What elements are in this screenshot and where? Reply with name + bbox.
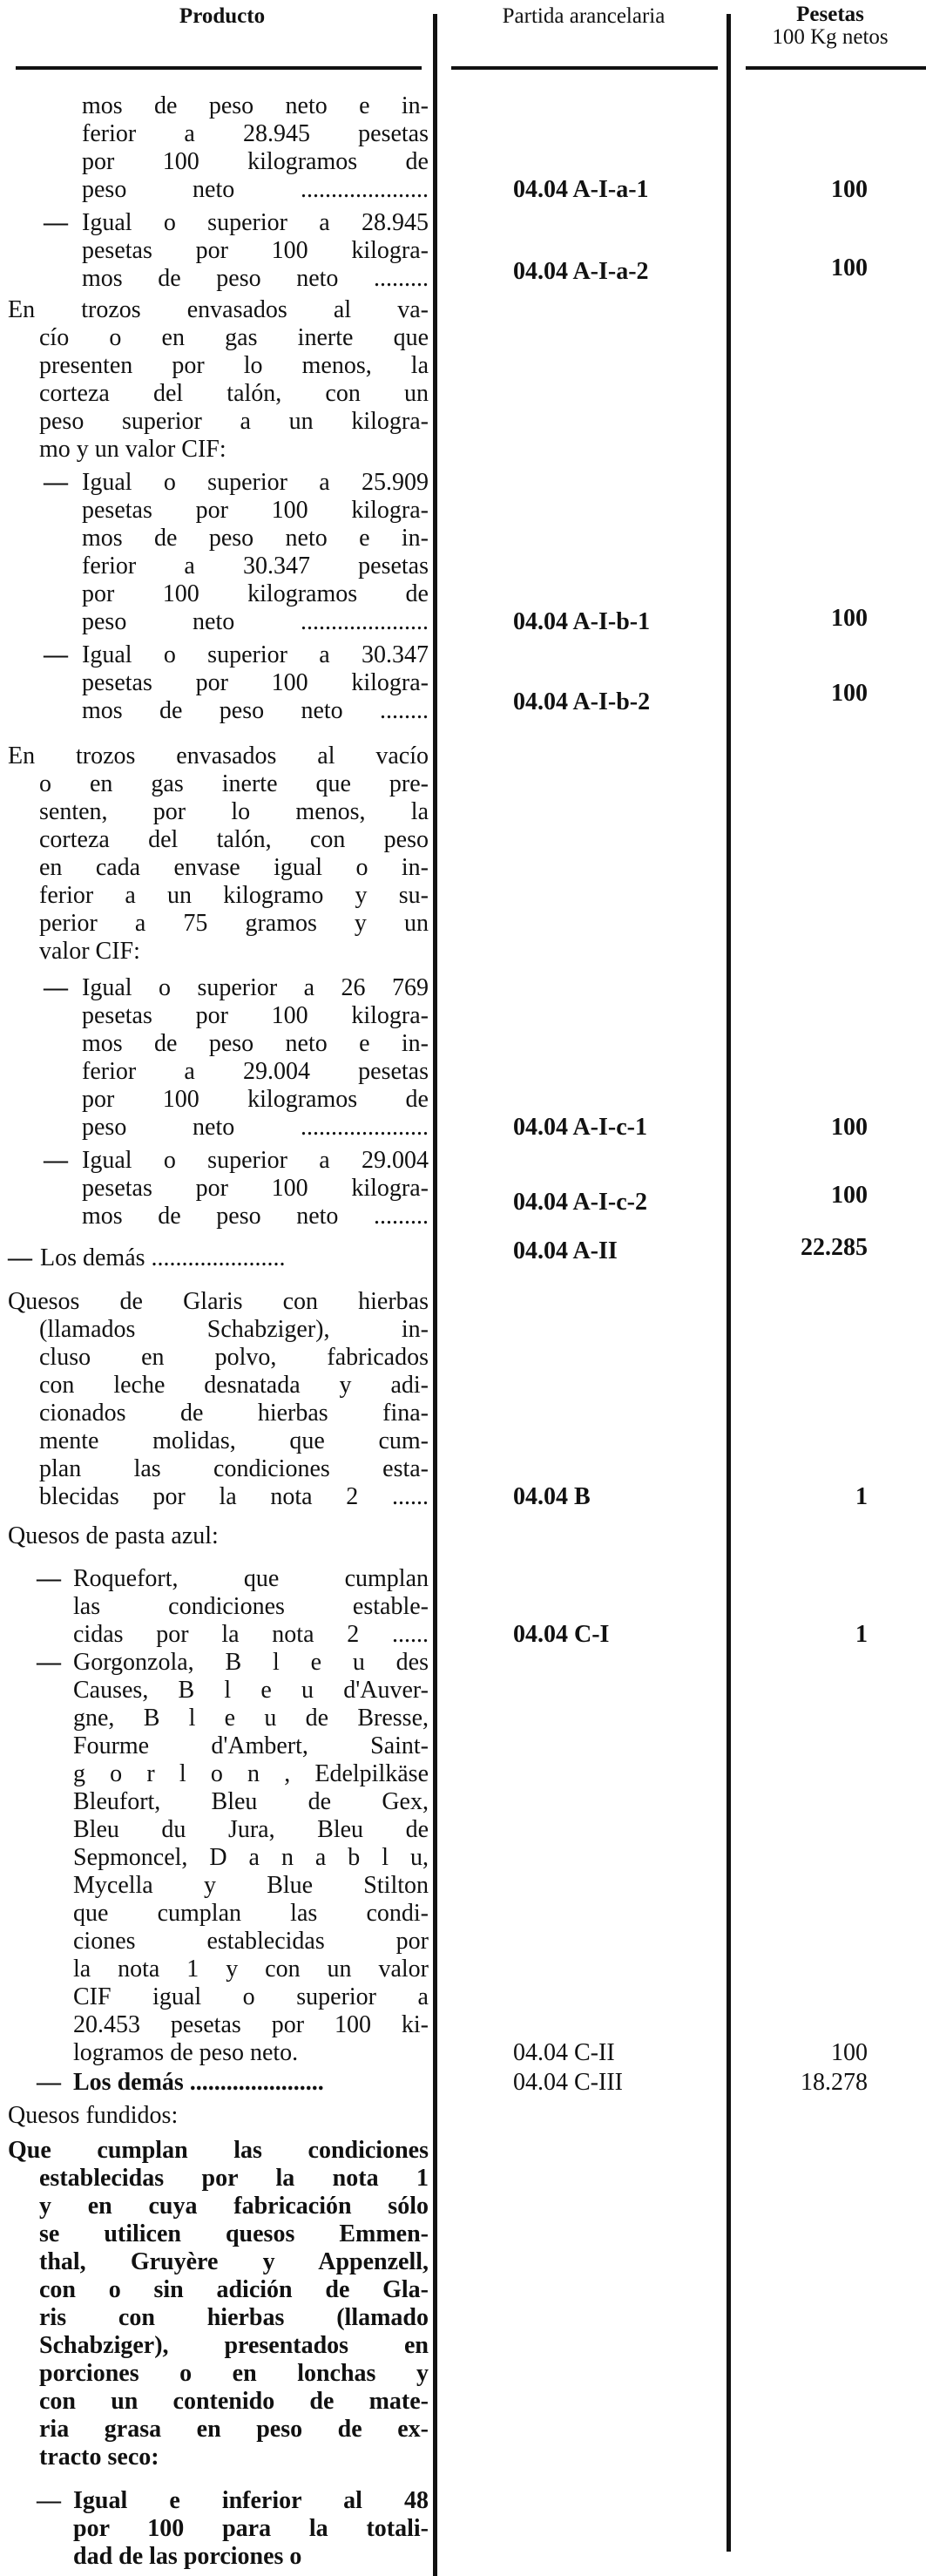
product-block [82, 641, 429, 725]
text-line: presenten por lo menos, la [39, 352, 429, 379]
text-line: establecidas por la nota 1 [39, 2165, 429, 2192]
text-line: Quesos de pasta azul: [8, 1522, 219, 1549]
tariff-code: 04.04 A-II [513, 1237, 618, 1264]
product-block-los-demas [40, 1244, 429, 1272]
text-line: g o r l o n , Edelpilkäse [73, 1760, 429, 1787]
dash-marker: — [37, 2487, 61, 2514]
text-line: Sepmoncel, D a n a b l u, [73, 1844, 429, 1871]
text-line: la nota 1 y con un valor [73, 1956, 429, 1983]
text-line: porciones o en lonchas y [39, 2360, 429, 2387]
text-line: por 100 para la totali- [73, 2515, 429, 2542]
text-line: senten, por lo menos, la [39, 798, 429, 825]
pesetas-value: 100 [831, 1182, 868, 1209]
text-line: mos de peso neto ........ [82, 697, 429, 724]
dash-marker: — [44, 469, 68, 496]
pesetas-value: 18.278 [801, 2069, 868, 2096]
header-producto: Producto [179, 4, 266, 28]
product-block-roquefort [73, 1565, 429, 1649]
text-line: En trozos envasados al vacío [8, 742, 429, 769]
text-line: Schabziger), presentados en [39, 2332, 429, 2359]
column-divider-1 [433, 14, 437, 2576]
text-line: pesetas por 100 kilogra- [82, 237, 429, 264]
text-line: Roquefort, que cumplan [73, 1565, 429, 1592]
text-line: las condiciones estable- [73, 1593, 429, 1620]
product-block [82, 469, 429, 636]
text-line: peso neto ..................... [82, 608, 429, 635]
text-line: corteza del talón, con peso [39, 826, 429, 853]
text-line: pesetas por 100 kilogra- [82, 669, 429, 696]
header-rule-partida [451, 66, 718, 70]
text-line: Bleufort, Bleu de Gex, [73, 1788, 429, 1815]
tariff-code: 04.04 A-I-b-1 [513, 608, 651, 635]
text-line: mos de peso neto ......... [82, 265, 429, 292]
dash-marker: — [44, 209, 68, 236]
text-line: en cada envase igual o in- [39, 854, 429, 881]
text-line: tracto seco: [39, 2444, 159, 2471]
text-line: mos de peso neto e in- [82, 92, 429, 119]
text-line: cío o en gas inerte que [39, 324, 429, 351]
text-line: Que cumplan las condiciones [8, 2137, 429, 2164]
header-rule-producto [16, 66, 422, 70]
product-block [82, 974, 429, 1142]
text-line: ciones establecidas por [73, 1928, 429, 1955]
pesetas-value: 100 [831, 605, 868, 632]
text-line: peso superior a un kilogra- [39, 408, 429, 435]
text-line: ria grasa en peso de ex- [39, 2416, 429, 2443]
product-block [82, 209, 429, 293]
tariff-code: 04.04 B [513, 1483, 591, 1510]
text-line: ferior a 29.004 pesetas [82, 1058, 429, 1085]
header-pesetas-line1: Pesetas [796, 3, 864, 26]
product-block-gorgonzola [73, 1649, 429, 2067]
product-block [82, 1147, 429, 1230]
tariff-code: 04.04 A-I-b-2 [513, 688, 651, 715]
header-partida-arancelaria: Partida arancelaria [502, 4, 666, 28]
pesetas-value: 1 [855, 1483, 868, 1510]
product-paragraph [8, 742, 429, 966]
dash-marker: — [37, 2069, 61, 2096]
pesetas-value: 100 [831, 680, 868, 707]
product-block-los-demas [73, 2069, 429, 2097]
tariff-code: 04.04 A-I-c-1 [513, 1114, 647, 1141]
text-line: Igual o superior a 29.004 [82, 1147, 429, 1174]
tariff-code: 04.04 C-I [513, 1621, 610, 1648]
tariff-code: 04.04 A-I-c-2 [513, 1189, 647, 1216]
text-line: valor CIF: [39, 938, 140, 965]
section-heading-pasta-azul [8, 1522, 429, 1550]
tariff-code: 04.04 A-I-a-2 [513, 258, 649, 285]
dash-marker: — [8, 1244, 32, 1271]
text-line: con un contenido de mate- [39, 2388, 429, 2415]
text-line: mo y un valor CIF: [39, 436, 226, 463]
text-line: plan las condiciones esta- [39, 1455, 429, 1482]
text-line: Los demás ...................... [73, 2069, 324, 2096]
text-line: por 100 kilogramos de [82, 148, 429, 175]
text-line: por 100 kilogramos de [82, 580, 429, 607]
text-line: dad de las porciones o [73, 2543, 302, 2570]
tariff-code: 04.04 A-I-a-1 [513, 176, 649, 203]
text-line: Los demás ...................... [40, 1244, 286, 1271]
text-line: Igual o superior a 26 769 [82, 974, 429, 1001]
product-block [73, 2487, 429, 2571]
text-line: Quesos de Glaris con hierbas [8, 1288, 429, 1315]
text-line: se utilicen quesos Emmen- [39, 2220, 429, 2247]
header-pesetas-line2: 100 Kg netos [772, 25, 889, 49]
column-divider-2 [727, 14, 731, 2552]
text-line: ferior a 30.347 pesetas [82, 552, 429, 580]
dash-marker: — [44, 1147, 68, 1174]
text-line: peso neto ..................... [82, 176, 429, 203]
tariff-code: 04.04 C-III [513, 2069, 623, 2096]
text-line: Igual o superior a 28.945 [82, 209, 429, 236]
pesetas-value: 100 [831, 254, 868, 281]
text-line: mos de peso neto ......... [82, 1203, 429, 1230]
text-line: Igual e inferior al 48 [73, 2487, 429, 2514]
product-block [82, 92, 429, 204]
text-line: o en gas inerte que pre- [39, 770, 429, 797]
text-line: Igual o superior a 30.347 [82, 641, 429, 668]
section-heading-fundidos [8, 2102, 429, 2130]
text-line: pesetas por 100 kilogra- [82, 497, 429, 524]
text-line: cidas por la nota 2 ...... [73, 1621, 429, 1648]
pesetas-value: 22.285 [801, 1234, 868, 1261]
text-line: Causes, B l e u d'Auver- [73, 1677, 429, 1704]
text-line: mos de peso neto e in- [82, 1030, 429, 1057]
dash-marker: — [37, 1649, 61, 1676]
text-line: ris con hierbas (llamado [39, 2304, 429, 2331]
dash-marker: — [44, 974, 68, 1001]
text-line: que cumplan las condi- [73, 1900, 429, 1927]
pesetas-value: 100 [831, 176, 868, 203]
product-paragraph-glaris [8, 1288, 429, 1511]
text-line: y en cuya fabricación sólo [39, 2193, 429, 2220]
text-line: mos de peso neto e in- [82, 525, 429, 552]
text-line: (llamados Schabziger), in- [39, 1316, 429, 1343]
text-line: Quesos fundidos: [8, 2102, 179, 2129]
text-line: cluso en polvo, fabricados [39, 1344, 429, 1371]
text-line: Fourme d'Ambert, Saint- [73, 1732, 429, 1759]
header-rule-pesetas [746, 66, 926, 70]
pesetas-value: 1 [855, 1621, 868, 1648]
dash-marker: — [44, 641, 68, 668]
product-paragraph [8, 296, 429, 464]
text-line: Mycella y Blue Stilton [73, 1872, 429, 1899]
pesetas-value: 100 [831, 2039, 868, 2066]
text-line: thal, Gruyère y Appenzell, [39, 2248, 429, 2275]
text-line: blecidas por la nota 2 ...... [39, 1483, 429, 1510]
text-line: perior a 75 gramos y un [39, 910, 429, 937]
text-line: con leche desnatada y adi- [39, 1372, 429, 1399]
text-line: gne, B l e u de Bresse, [73, 1705, 429, 1732]
dash-marker: — [37, 1565, 61, 1592]
text-line: con o sin adición de Gla- [39, 2276, 429, 2303]
text-line: corteza del talón, con un [39, 380, 429, 407]
pesetas-value: 100 [831, 1114, 868, 1141]
text-line: por 100 kilogramos de [82, 1086, 429, 1113]
header-pesetas [739, 3, 922, 49]
tariff-code: 04.04 C-II [513, 2039, 615, 2066]
text-line: peso neto ..................... [82, 1114, 429, 1141]
text-line: 20.453 pesetas por 100 ki- [73, 2011, 429, 2038]
text-line: Igual o superior a 25.909 [82, 469, 429, 496]
product-paragraph-fundidos [8, 2137, 429, 2471]
text-line: Gorgonzola, B l e u des [73, 1649, 429, 1676]
text-line: pesetas por 100 kilogra- [82, 1175, 429, 1202]
text-line: mente molidas, que cum- [39, 1427, 429, 1454]
text-line: En trozos envasados al va- [8, 296, 429, 323]
text-line: pesetas por 100 kilogra- [82, 1002, 429, 1029]
text-line: cionados de hierbas fina- [39, 1400, 429, 1427]
text-line: ferior a 28.945 pesetas [82, 120, 429, 147]
text-line: CIF igual o superior a [73, 1983, 429, 2010]
text-line: ferior a un kilogramo y su- [39, 882, 429, 909]
text-line: logramos de peso neto. [73, 2039, 299, 2066]
text-line: Bleu du Jura, Bleu de [73, 1816, 429, 1843]
